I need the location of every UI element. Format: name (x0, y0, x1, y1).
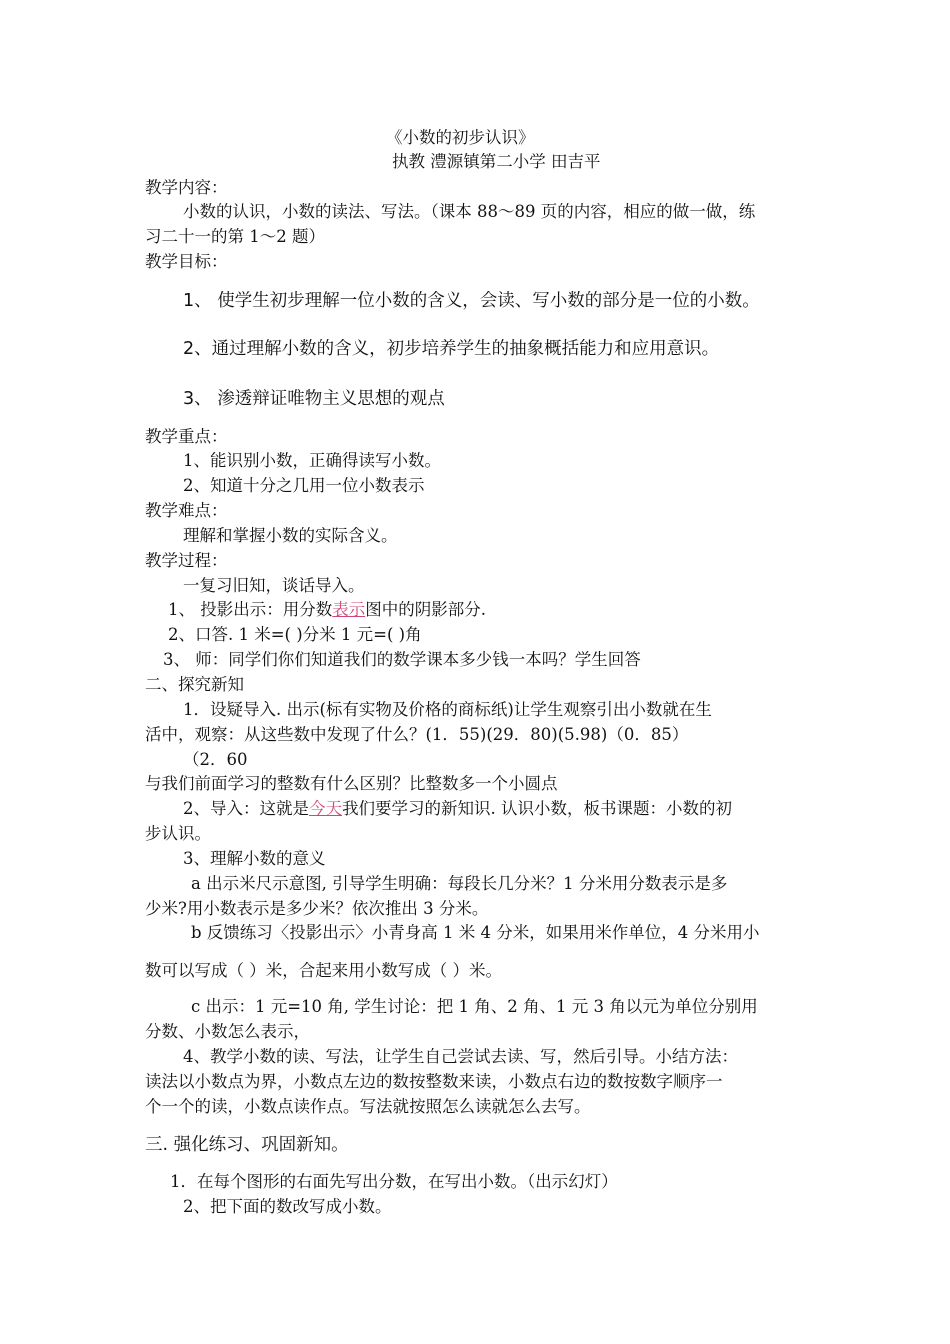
key-label: 教学重点： (145, 427, 228, 446)
doc-title: 《小数的初步认识》 (386, 128, 535, 147)
key-1: 1、能识别小数，正确得读写小数。 (183, 451, 441, 470)
s2-1-line-c: （2．60 (183, 750, 248, 769)
difficulty-label: 教学难点： (145, 501, 228, 520)
s2-3-heading: 3、理解小数的意义 (183, 849, 326, 868)
s2-2-line-b: 步认识。 (145, 824, 211, 843)
section-2-heading: 二、探究新知 (145, 675, 244, 694)
s2-3c-line-1: c 出示：1 元=10 角, 学生讨论：把 1 角、2 角、1 元 3 角以元为单位分别用 (191, 997, 758, 1016)
goal-3: 3、 渗透辩证唯物主义思想的观点 (183, 389, 445, 409)
goal-1: 1、 使学生初步理解一位小数的含义，会读、写小数的部分是一位的小数。 (183, 291, 760, 311)
content-label: 教学内容： (145, 178, 228, 197)
s2-1-line-b: 活中，观察：从这些数中发现了什么？(1．55)(29．80)(5.98)（0．85） (145, 725, 689, 744)
text-segment: 1、 投影出示：用分数 (168, 600, 333, 619)
s2-3a-line-2: 少米?用小数表示是多少米？依次推出 3 分米。 (145, 899, 489, 918)
s2-1-line-a: 1．设疑导入. 出示(标有实物及价格的商标纸)让学生观察引出小数就在生 (183, 700, 712, 719)
s3-2: 2、把下面的数改写成小数。 (183, 1197, 392, 1216)
s3-1: 1．在每个图形的右面先写出分数，在写出小数。（出示幻灯） (170, 1172, 618, 1191)
section-3-heading: 三. 强化练习、巩固新知。 (145, 1135, 349, 1155)
s2-3c-line-2: 分数、小数怎么表示， (145, 1022, 310, 1041)
process-step-1-1 (168, 599, 486, 621)
process-step-1-2: 2、口答. 1 米=( )分米 1 元=( )角 (168, 625, 422, 644)
s2-3b-line-2: 数可以写成（ ）米，合起来用小数写成（ ）米。 (145, 961, 502, 980)
s2-2-line-a (183, 798, 732, 820)
process-step-1-3: 3、 师：同学们你们知道我们的数学课本多少钱一本吗？学生回答 (163, 650, 641, 669)
content-line-2: 习二十一的第 1～2 题） (145, 227, 325, 246)
revision-mark: 表示 (332, 600, 366, 619)
text-segment: 2、导入：这就是 (183, 799, 309, 818)
s2-4-line-2: 读法以小数点为界，小数点左边的数按整数来读，小数点右边的数按数字顺序一 (145, 1072, 723, 1091)
s2-3a-line-1: a 出示米尺示意图, 引导学生明确：每段长几分米？1 分米用分数表示是多 (191, 874, 728, 893)
author-line: 执教 澧源镇第二小学 田吉平 (392, 152, 601, 171)
s2-3b-line-1: b 反馈练习〈投影出示〉小青身高 1 米 4 分米，如果用米作单位，4 分米用小 (191, 923, 760, 942)
s2-4-line-3: 个一个的读，小数点读作点。写法就按照怎么读就怎么去写。 (145, 1097, 591, 1116)
goal-2: 2、通过理解小数的含义，初步培养学生的抽象概括能力和应用意识。 (183, 339, 720, 359)
key-2: 2、知道十分之几用一位小数表示 (183, 476, 425, 495)
s2-1-line-d: 与我们前面学习的整数有什么区别？比整数多一个小圆点 (145, 774, 558, 793)
s2-4-line-1: 4、教学小数的读、写法，让学生自己尝试去读、写，然后引导。小结方法： (183, 1047, 738, 1066)
revision-mark: 今天 (309, 799, 342, 818)
process-step-1: 一复习旧知，谈话导入。 (183, 576, 365, 595)
difficulty-1: 理解和掌握小数的实际含义。 (183, 526, 398, 545)
text-segment: 我们要学习的新知识. 认识小数，板书课题：小数的初 (342, 799, 732, 818)
content-line-1: 小数的认识，小数的读法、写法。（课本 88～89 页的内容，相应的做一做，练 (183, 202, 756, 221)
goals-label: 教学目标： (145, 252, 228, 271)
text-segment: 图中的阴影部分. (365, 600, 486, 619)
process-label: 教学过程： (145, 551, 228, 570)
